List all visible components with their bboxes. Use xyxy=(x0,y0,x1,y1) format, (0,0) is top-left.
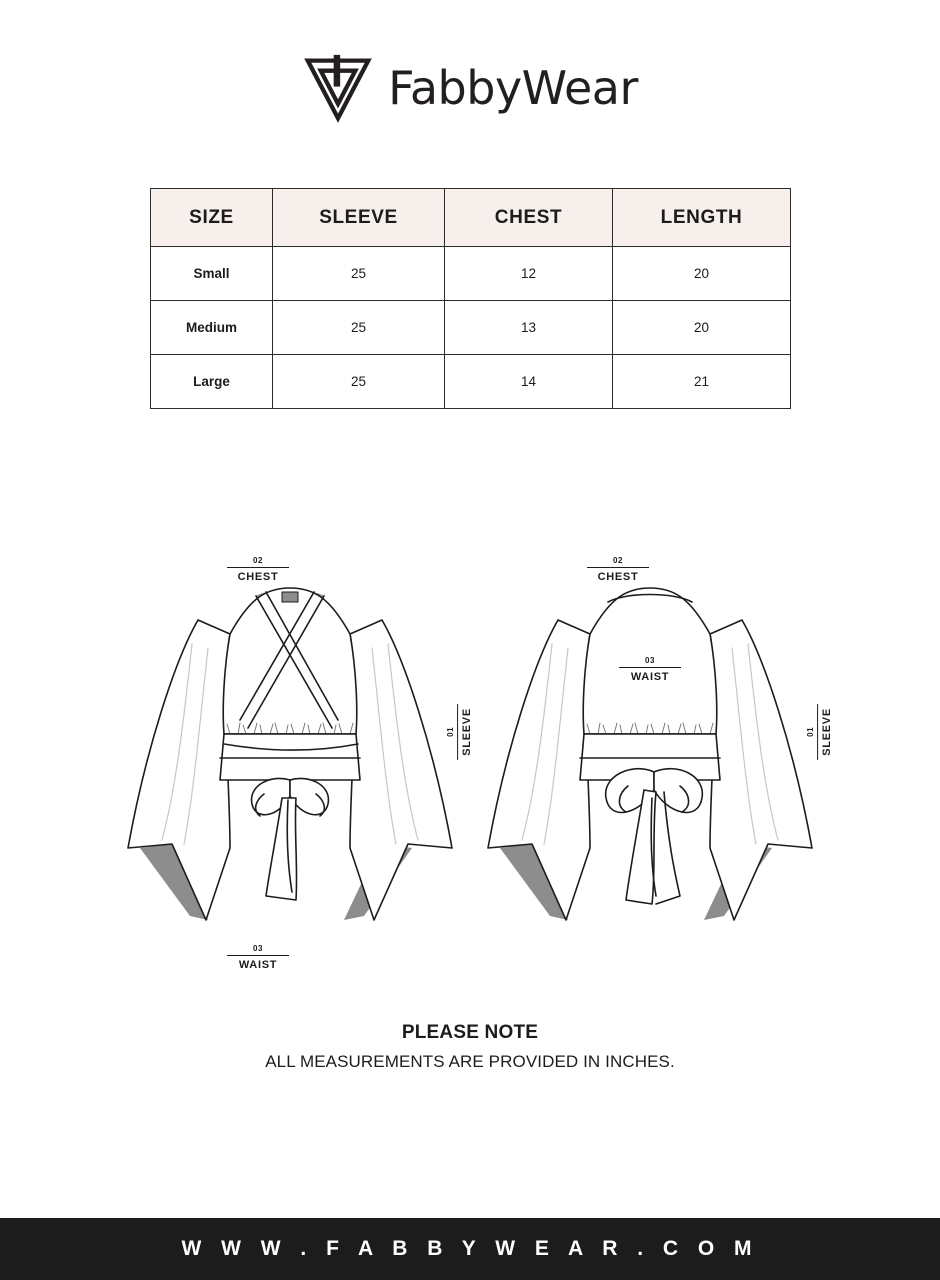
callout-waist-front: 03 WAIST xyxy=(208,944,308,972)
back-view-illustration xyxy=(440,548,860,1008)
column-header-size: SIZE xyxy=(151,189,273,247)
cell-sleeve: 25 xyxy=(273,355,445,409)
footer-website-url[interactable]: W W W . F A B B Y W E A R . C O M xyxy=(181,1237,759,1260)
table-row xyxy=(151,301,791,355)
cell-length: 20 xyxy=(613,301,791,355)
please-note-title: PLEASE NOTE xyxy=(401,1022,539,1043)
callout-waist-back: 03 WAIST xyxy=(600,656,700,684)
cell-chest: 14 xyxy=(445,355,613,409)
please-note-subtitle: ALL MEASUREMENTS ARE PROVIDED IN INCHES. xyxy=(265,1052,675,1071)
garment-illustrations xyxy=(0,548,940,1008)
fabbywear-monogram-icon xyxy=(302,52,374,124)
cell-size: Medium xyxy=(151,301,273,355)
cell-sleeve: 25 xyxy=(273,301,445,355)
column-header-sleeve: SLEEVE xyxy=(273,189,445,247)
cell-length: 21 xyxy=(613,355,791,409)
brand-header xyxy=(0,52,940,124)
cell-size: Small xyxy=(151,247,273,301)
cell-chest: 13 xyxy=(445,301,613,355)
column-header-chest: CHEST xyxy=(445,189,613,247)
front-view-illustration xyxy=(80,548,500,1008)
table-row xyxy=(151,355,791,409)
table-row xyxy=(151,247,791,301)
callout-sleeve-front: 01 SLEEVE xyxy=(446,682,474,782)
cell-size: Large xyxy=(151,355,273,409)
cell-sleeve: 25 xyxy=(273,247,445,301)
column-header-length: LENGTH xyxy=(613,189,791,247)
callout-chest-front: 02 CHEST xyxy=(208,556,308,584)
callout-sleeve-back: 01 SLEEVE xyxy=(806,682,834,782)
cell-length: 20 xyxy=(613,247,791,301)
brand-name: FabbyWear xyxy=(388,61,638,115)
size-table xyxy=(150,188,791,409)
callout-chest-back: 02 CHEST xyxy=(568,556,668,584)
footer-bar xyxy=(0,1218,940,1280)
cell-chest: 12 xyxy=(445,247,613,301)
table-header-row xyxy=(151,189,791,247)
